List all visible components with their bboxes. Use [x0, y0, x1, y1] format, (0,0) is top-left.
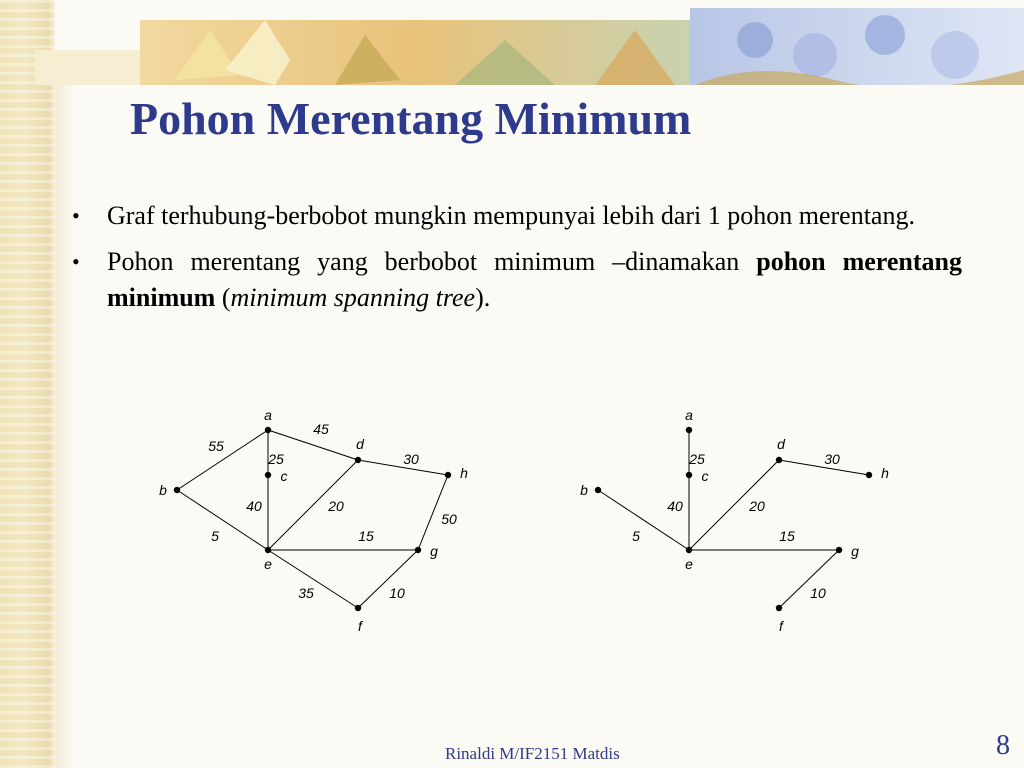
- bullet-text: Graf terhubung-berbobot mungkin mempunyai lebih dari 1 pohon merentang.: [107, 201, 915, 230]
- graph-mst-weight-c-e: 40: [667, 498, 683, 514]
- graph-full-node-a: [265, 427, 271, 433]
- graph-full-node-g: [415, 547, 421, 553]
- graph-full-node-label-a: a: [264, 407, 272, 423]
- graph-full-weight-c-e: 40: [246, 498, 262, 514]
- graph-mst-node-label-c: c: [701, 468, 709, 484]
- graph-mst-node-label-b: b: [580, 482, 588, 498]
- bullet-dot-icon: •: [72, 249, 80, 274]
- graph-mst-node-label-a: a: [685, 407, 693, 423]
- graph-full-node-label-h: h: [460, 465, 468, 481]
- graph-full-weight-e-f: 35: [298, 585, 314, 601]
- graph-mst: [580, 407, 889, 634]
- graph-mst-weight-e-g: 15: [779, 528, 795, 544]
- graph-full-node-label-b: b: [159, 482, 167, 498]
- graph-mst-node-b: [595, 487, 601, 493]
- graph-mst-node-label-e: e: [685, 556, 693, 572]
- graph-mst-node-e: [686, 547, 692, 553]
- graph-full-node-d: [355, 457, 361, 463]
- graph-full-weight-a-b: 55: [208, 438, 224, 454]
- graph-full-weight-g-f: 10: [389, 585, 405, 601]
- graph-full-node-label-e: e: [264, 556, 272, 572]
- bullet-text-italic: minimum spanning tree: [230, 283, 476, 312]
- graph-mst-weight-b-e: 5: [632, 528, 640, 544]
- footer-text: Rinaldi M/IF2151 Matdis: [445, 744, 620, 763]
- graph-mst-node-label-g: g: [851, 543, 859, 559]
- bullet-text-post: ).: [475, 283, 491, 312]
- graph-full-edge-g-f: [358, 550, 418, 608]
- graph-full-weight-e-g: 15: [358, 528, 374, 544]
- graph-full-node-b: [174, 487, 180, 493]
- slide-title: Pohon Merentang Minimum: [130, 93, 692, 144]
- graph-mst-node-a: [686, 427, 692, 433]
- graph-mst-weight-d-h: 30: [824, 451, 840, 467]
- graph-mst-node-c: [686, 472, 692, 478]
- graph-full-node-label-g: g: [430, 543, 438, 559]
- graph-full-node-e: [265, 547, 271, 553]
- graph-mst-node-g: [836, 547, 842, 553]
- graph-mst-weight-d-e: 20: [749, 498, 765, 514]
- graph-full-node-label-c: c: [280, 468, 288, 484]
- page-number: 8: [996, 730, 1010, 761]
- bullet-text-mid: (: [215, 283, 231, 312]
- graph-full-weight-a-e: 25: [268, 451, 284, 467]
- graph-mst-node-h: [866, 472, 872, 478]
- graph-full-node-f: [355, 605, 361, 611]
- bullet-dot-icon: •: [72, 203, 80, 228]
- graph-mst-node-d: [776, 457, 782, 463]
- graph-mst-edge-g-f: [779, 550, 839, 608]
- graph-full-weight-d-h: 30: [403, 451, 419, 467]
- graph-full-weight-a-d: 45: [313, 421, 329, 437]
- bullet-text-pre: Pohon merentang yang berbobot minimum –dinamakan: [107, 247, 757, 276]
- graph-full-weight-d-e: 20: [328, 498, 344, 514]
- graph-mst-node-label-d: d: [777, 436, 785, 452]
- graph-mst-node-label-f: f: [779, 618, 783, 634]
- graph-full-weight-b-e: 5: [211, 528, 219, 544]
- graph-full-node-label-f: f: [358, 618, 362, 634]
- graph-full-node-h: [445, 472, 451, 478]
- graph-mst-node-label-h: h: [881, 465, 889, 481]
- graph-full-weight-h-g: 50: [441, 511, 457, 527]
- graph-full-node-c: [265, 472, 271, 478]
- graph-full-node-label-d: d: [356, 436, 364, 452]
- graph-mst-weight-g-f: 10: [810, 585, 826, 601]
- graph-mst-weight-a-e: 25: [689, 451, 705, 467]
- graph-mst-node-f: [776, 605, 782, 611]
- bullet-text-bold: pohon merentang minimum: [107, 247, 962, 312]
- graph-full: [159, 407, 468, 634]
